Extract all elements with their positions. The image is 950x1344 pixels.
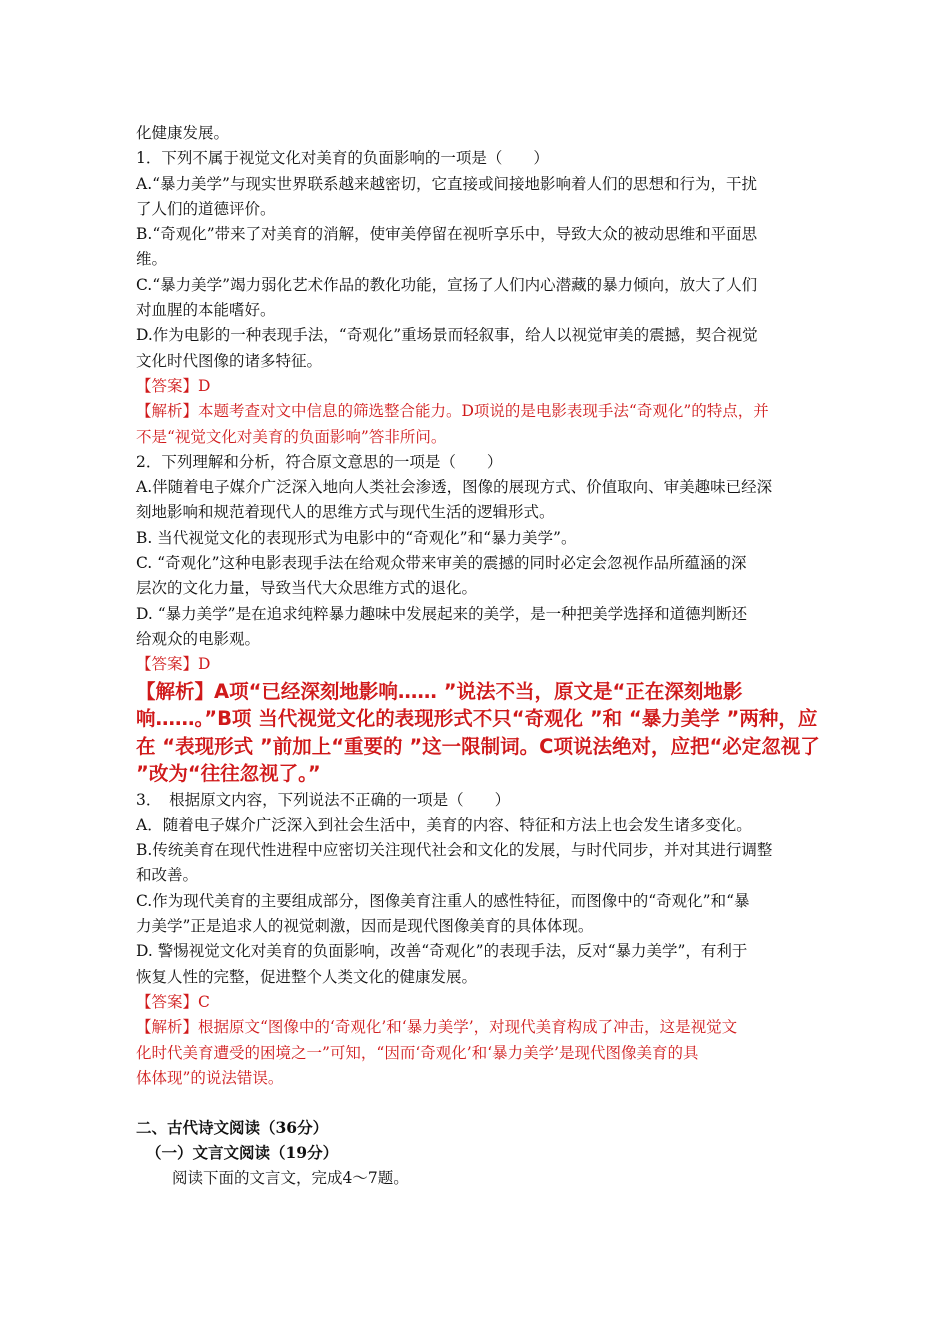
q2-option-a: A.伴随着电子媒介广泛深入地向人类社会渗透，图像的展现方式、价值取向、审美趣味已经深 [136, 478, 773, 497]
q1-answer: 【答案】D [136, 376, 211, 395]
q2-explanation: 【解析】A项“已经深刻地影响…… ”说法不当，原文是“正在深刻地影响……。”B项 当代视觉文化的表现形式不只“奇观化 ”和 “暴力美学 ”两种，应在 “表现形式 ”前加上“重要的 ”这一限制词。C项说法绝对，应把“必定忽视了 ”改为“往往忽视了。” [136, 679, 820, 786]
q2-answer: 【答案】D [136, 655, 211, 674]
q1-option-b: B.“奇观化”带来了对美育的消解，使审美停留在视听享乐中，导致大众的被动思维和平面思 [136, 225, 758, 244]
subsection-heading: （一）文言文阅读（19分） [146, 1143, 339, 1163]
q1-option-c: C.“暴力美学”竭力弱化艺术作品的教化功能，宣扬了人们内心潜藏的暴力倾向，放大了人们 [136, 275, 758, 294]
question-1: 1．下列不属于视觉文化对美育的负面影响的一项是（ ） [136, 149, 549, 168]
q3-option-a: A．随着电子媒介广泛深入到社会生活中，美育的内容、特征和方法上也会发生诸多变化。 [136, 815, 752, 834]
q1-option-a: A.“暴力美学”与现实世界联系越来越密切，它直接或间接地影响着人们的思想和行为，干扰 [136, 174, 757, 193]
q3-answer: 【答案】C [136, 992, 210, 1011]
q2-option-b: B. 当代视觉文化的表现形式为电影中的“奇观化”和“暴力美学”。 [136, 528, 577, 547]
q1-explanation: 【解析】本题考查对文中信息的筛选整合能力。D项说的是电影表现手法“奇观化”的特点，并 [136, 402, 769, 421]
reading-instruction: 阅读下面的文言文，完成4～7题。 [172, 1168, 409, 1187]
question-2: 2．下列理解和分析，符合原文意思的一项是（ ） [136, 452, 503, 471]
q1-option-a-cont: 了人们的道德评价。 [136, 199, 276, 218]
q3-option-d: D. 警惕视觉文化对美育的负面影响，改善“奇观化”的表现手法，反对“暴力美学”，有利于 [136, 942, 748, 961]
q1-explanation-cont: 不是“视觉文化对美育的负面影响”答非所问。 [136, 427, 447, 446]
q3-explanation: 【解析】根据原文“图像中的‘奇观化’和‘暴力美学’，对现代美育构成了冲击，这是视觉文 [136, 1018, 738, 1037]
q3-explanation-cont: 化时代美育遭受的困境之一”可知，“因而‘奇观化’和‘暴力美学’是现代图像美育的具 [136, 1043, 699, 1062]
q3-option-d-cont: 恢复人性的完整，促进整个人类文化的健康发展。 [136, 967, 478, 986]
q2-option-c: C. “奇观化”这种电影表现手法在给观众带来审美的震撼的同时必定会忽视作品所蕴涵的深 [136, 554, 747, 573]
q1-option-d-cont: 文化时代图像的诸多特征。 [136, 351, 323, 370]
q3-option-c-cont: 力美学”正是追求人的视觉刺激，因而是现代图像美育的具体体现。 [136, 917, 594, 936]
q2-option-d-cont: 给观众的电影观。 [136, 629, 261, 648]
q2-option-a-cont: 刻地影响和规范着现代人的思维方式与现代生活的逻辑形式。 [136, 503, 555, 522]
document-body [136, 121, 820, 1191]
q3-option-b-cont: 和改善。 [136, 866, 199, 885]
text-line: 化健康发展。 [136, 124, 230, 142]
q1-option-d: D.作为电影的一种表现手法，“奇观化”重场景而轻叙事，给人以视觉审美的震撼，契合视觉 [136, 326, 758, 345]
q3-option-b: B.传统美育在现代性进程中应密切关注现代社会和文化的发展，与时代同步，并对其进行调整 [136, 841, 773, 860]
q2-option-d: D. “暴力美学”是在追求纯粹暴力趣味中发展起来的美学，是一种把美学选择和道德判断还 [136, 604, 748, 623]
q2-option-c-cont: 层次的文化力量，导致当代大众思维方式的退化。 [136, 579, 478, 598]
q1-option-b-cont: 维。 [136, 250, 168, 269]
q1-option-c-cont: 对血腥的本能嗜好。 [136, 301, 276, 320]
section-heading: 二、古代诗文阅读（36分） [136, 1118, 329, 1138]
q3-explanation-end: 体体现”的说法错误。 [136, 1068, 284, 1087]
question-3: 3． 根据原文内容，下列说法不正确的一项是（ ） [136, 790, 511, 809]
q3-option-c: C.作为现代美育的主要组成部分，图像美育注重人的感性特征，而图像中的“奇观化”和“暴 [136, 891, 750, 910]
section-spacer [136, 1091, 820, 1115]
